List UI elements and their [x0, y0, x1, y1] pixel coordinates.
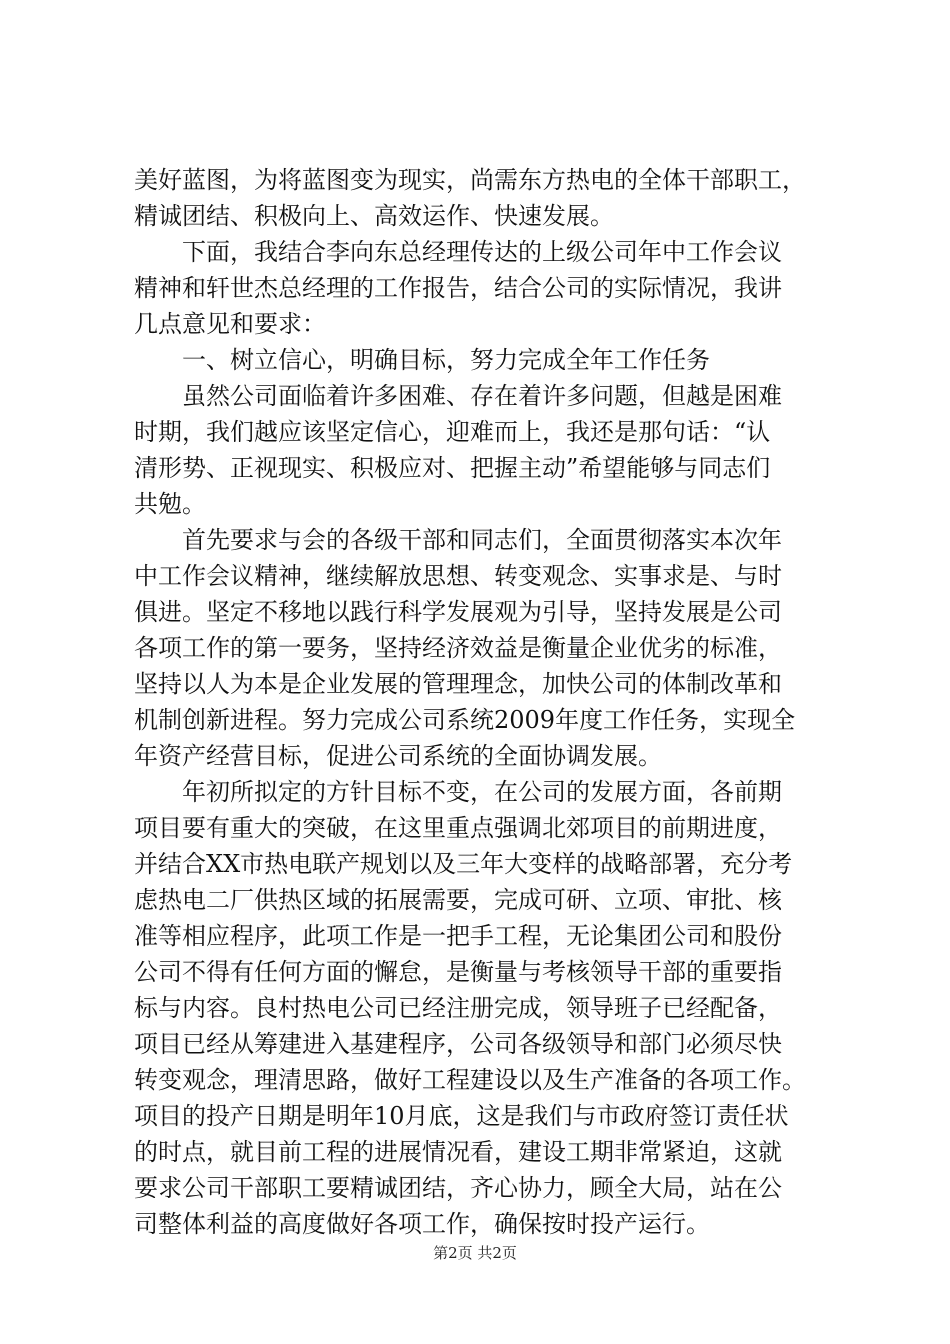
text-line: 精诚团结、积极向上、高效运作、快速发展。: [134, 202, 614, 230]
text-line: 项目要有重大的突破，在这里重点强调北郊项目的前期进度，: [134, 814, 782, 842]
text-line: 标与内容。良村热电公司已经注册完成，领导班子已经配备，: [134, 994, 782, 1022]
text-line: 准等相应程序，此项工作是一把手工程，无论集团公司和股份: [134, 922, 782, 950]
page-number-footer: 第2页 共2页: [433, 1244, 517, 1262]
text-line: 时期，我们越应该坚定信心，迎难而上，我还是那句话：“认: [134, 418, 771, 446]
text-line: 年初所拟定的方针目标不变，在公司的发展方面，各前期: [134, 778, 782, 806]
text-line: 下面，我结合李向东总经理传达的上级公司年中工作会议: [134, 238, 782, 266]
text-line: 转变观念，理清思路，做好工程建设以及生产准备的各项工作。: [134, 1066, 806, 1094]
text-line: 俱进。坚定不移地以践行科学发展观为引导，坚持发展是公司: [134, 598, 782, 626]
text-line: 司整体利益的高度做好各项工作，确保按时投产运行。: [134, 1210, 710, 1238]
text-line: 项目的投产日期是明年10月底，这是我们与市政府签订责任状: [134, 1102, 789, 1130]
text-line: 年资产经营目标，促进公司系统的全面协调发展。: [134, 742, 662, 770]
text-line: 并结合XX市热电联产规划以及三年大变样的战略部署，充分考: [134, 850, 793, 878]
text-line: 精神和轩世杰总经理的工作报告，结合公司的实际情况，我讲: [134, 274, 782, 302]
text-line: 虽然公司面临着许多困难、存在着许多问题，但越是困难: [134, 382, 782, 410]
text-line: 首先要求与会的各级干部和同志们，全面贯彻落实本次年: [134, 526, 782, 554]
text-line: 要求公司干部职工要精诚团结，齐心协力，顾全大局，站在公: [134, 1174, 782, 1202]
text-line: 机制创新进程。努力完成公司系统2009年度工作任务，实现全: [134, 706, 796, 734]
text-line: 各项工作的第一要务，坚持经济效益是衡量企业优劣的标准，: [134, 634, 782, 662]
body-text: [134, 162, 834, 1242]
section-heading: 一、树立信心，明确目标，努力完成全年工作任务: [134, 346, 710, 374]
text-line: 项目已经从筹建进入基建程序，公司各级领导和部门必须尽快: [134, 1030, 782, 1058]
text-line: 的时点，就目前工程的进展情况看，建设工期非常紧迫，这就: [134, 1138, 782, 1166]
text-line: 共勉。: [134, 490, 206, 518]
text-line: 公司不得有任何方面的懈怠，是衡量与考核领导干部的重要指: [134, 958, 782, 986]
text-line: 中工作会议精神，继续解放思想、转变观念、实事求是、与时: [134, 562, 782, 590]
text-line: 美好蓝图，为将蓝图变为现实，尚需东方热电的全体干部职工，: [134, 166, 806, 194]
text-line: 清形势、正视现实、积极应对、把握主动”希望能够与同志们: [134, 454, 771, 482]
text-line: 虑热电二厂供热区域的拓展需要，完成可研、立项、审批、核: [134, 886, 782, 914]
text-line: 几点意见和要求：: [134, 310, 326, 338]
text-line: 坚持以人为本是企业发展的管理理念，加快公司的体制改革和: [134, 670, 782, 698]
